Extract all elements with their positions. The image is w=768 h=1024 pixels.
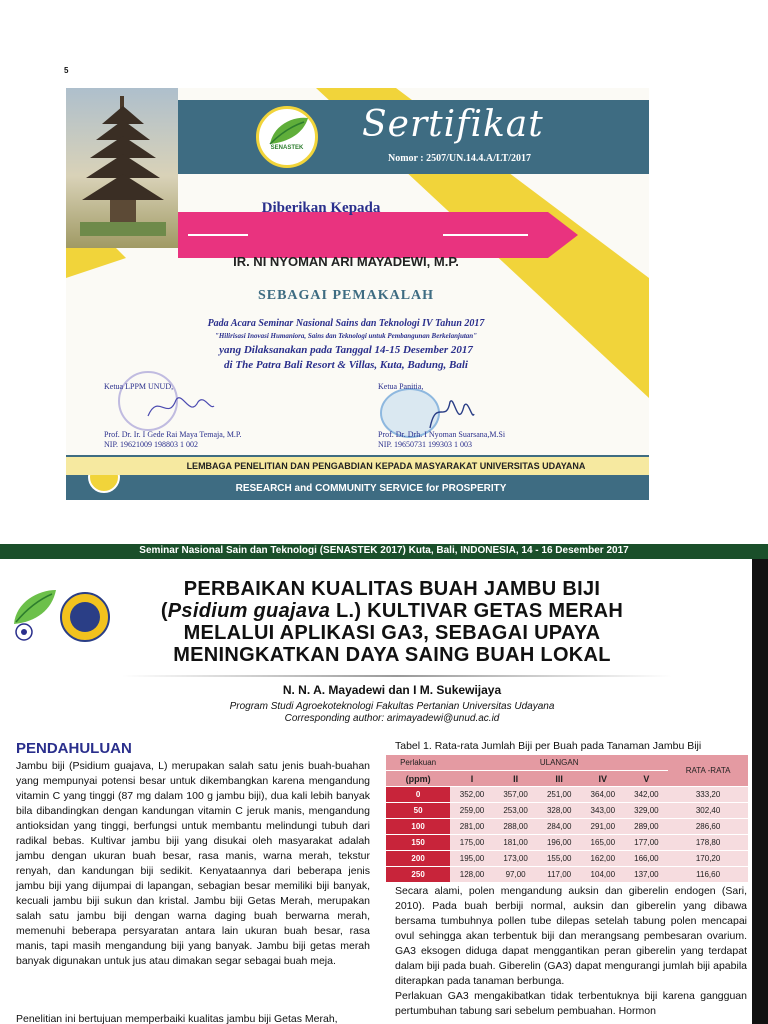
cell-perlakuan: 150 (386, 835, 450, 850)
table-header-row (386, 755, 748, 770)
intro-paragraph-2: Penelitian ini bertujuan memperbaiki kualitas jambu biji Getas Merah, (16, 1013, 338, 1024)
right-paragraph-2: Perlakuan GA3 mengakibatkan tidak terbentuknya biji karena gangguan pertumbuhan tabung sari sebelum pembuahan. Hormon (395, 990, 747, 1017)
cell: 177,00 (625, 835, 669, 850)
cell: 352,00 (450, 787, 494, 802)
cell: 343,00 (581, 803, 625, 818)
senastek-logo (256, 106, 318, 168)
pagoda-icon (80, 96, 166, 236)
title-line-2-rest: L.) KULTIVAR GETAS MERAH (330, 600, 624, 622)
title-paren: ( (160, 600, 168, 622)
event-line-4: di The Patra Bali Resort & Villas, Kuta, Badung, Bali (224, 359, 468, 371)
cell: 166,00 (625, 851, 669, 866)
signer-right-name: Prof. Dr. Drh. I Nyoman Suarsana,M.Si (378, 430, 506, 439)
table-row (386, 787, 748, 802)
page-edge (752, 559, 768, 1024)
event-line-1: Pada Acara Seminar Nasional Sains dan Teknologi IV Tahun 2017 (207, 318, 485, 329)
cell: 195,00 (450, 851, 494, 866)
header-rata: RATA -RATA (668, 755, 748, 786)
cell: 117,00 (537, 867, 581, 882)
certificate-footer-line-2: RESEARCH and COMMUNITY SERVICE for PROSPERITY (235, 483, 507, 494)
cell: 162,00 (581, 851, 625, 866)
intro-paragraph: Jambu biji (Psidium guajava, L) merupakan salah satu jenis buah-buahan yang mempunyai potensi besar untuk dikembangkan karena mengandung vitamin C yang tinggi (87 mg dalam 100 g jambu biji), dua kali lebih banyak bila dibandingkan dengan kandungan vitamin C jeruk manis, mengandung antioksidan yang tinggi, berfungsi untuk membantu melindungi tubuh dari radikal bebas. Kultivar jambu biji yang disukai oleh masyarakat adalah jambu dengan ukuran buah besar, rasa manis, warna merah, tekstur renyah, dan kandungan biji sedikit. Kenyataannya dari beberapa jenis jambu biji yang dijumpai di lapangan, sebagian besar memiliki biji banyak, kecuali jambu biji sukun dan kristal. Jambu biji Getas Merah, merupakan salah satu jambu biji dengan warna daging buah berwarna merah, memenuhi beberapa persyaratan antara lain ukuran buah besar, rasa manis, tapi masih mengandung biji yang banyak. Jambu biji getas merah banyak digunakan untuk jus atau dimakan segar sebagai buah meja. (16, 760, 370, 967)
cell: 137,00 (625, 867, 669, 882)
given-to-label: Diberikan Kepada (261, 200, 381, 216)
title-line-1: PERBAIKAN KUALITAS BUAH JAMBU BIJI (183, 578, 601, 600)
section-title: PENDAHULUAN (16, 740, 132, 757)
cell: 357,00 (494, 787, 538, 802)
title-line-3: MELALUI APLIKASI GA3, SEBAGAI UPAYA (183, 622, 601, 644)
cell: 97,00 (494, 867, 538, 882)
cell-rata: 170,20 (668, 851, 748, 866)
header-ppm: (ppm) (386, 771, 450, 786)
header-rep: I (450, 771, 494, 786)
cell: 284,00 (537, 819, 581, 834)
senastek-leaf-icon (8, 588, 58, 644)
certificate-number: Nomor : 2507/UN.14.4.A/LT/2017 (388, 153, 532, 164)
signer-left-name: Prof. Dr. Ir. I Gede Rai Maya Temaja, M.P. (104, 430, 242, 439)
signer-right-nip: NIP. 19650731 199303 1 003 (378, 440, 473, 449)
cell-perlakuan: 0 (386, 787, 450, 802)
cell: 173,00 (494, 851, 538, 866)
affiliation: Program Studi Agroekoteknologi Fakultas Pertanian Universitas Udayana (229, 701, 555, 712)
corresponding-author: Corresponding author: arimayadewi@unud.ac.id (284, 713, 500, 724)
cell-perlakuan: 50 (386, 803, 450, 818)
cell: 281,00 (450, 819, 494, 834)
table-row (386, 835, 748, 850)
seed-count-table (386, 754, 748, 883)
cell: 196,00 (537, 835, 581, 850)
pagoda-photo (66, 88, 178, 248)
signature-left (146, 388, 216, 424)
table-row (386, 803, 748, 818)
paper-page (0, 544, 768, 1024)
signer-left-nip: NIP. 19621009 198803 1 002 (104, 440, 199, 449)
right-column (395, 884, 747, 1019)
cell-rata: 286,60 (668, 819, 748, 834)
cell: 364,00 (581, 787, 625, 802)
cell: 175,00 (450, 835, 494, 850)
cell-perlakuan: 250 (386, 867, 450, 882)
signature-right (426, 394, 476, 434)
signer-left-title: Ketua LPPM UNUD, (104, 382, 174, 391)
cell-rata: 116,60 (668, 867, 748, 882)
species-name: Psidium guajava (167, 600, 331, 622)
cell: 259,00 (450, 803, 494, 818)
table-caption: Tabel 1. Rata-rata Jumlah Biji per Buah pada Tanaman Jambu Biji (395, 740, 702, 752)
header-rep: III (537, 771, 581, 786)
seminar-header: Seminar Nasional Sain dan Teknologi (SENASTEK 2017) Kuta, Bali, INDONESIA, 14 - 16 Desember 2017 (139, 545, 629, 556)
header-ulangan: ULANGAN (450, 755, 668, 770)
pink-banner (178, 212, 578, 258)
cell-perlakuan: 200 (386, 851, 450, 866)
cell: 342,00 (625, 787, 669, 802)
cell: 288,00 (494, 819, 538, 834)
event-line-3: yang Dilaksanakan pada Tanggal 14-15 Desember 2017 (219, 344, 473, 356)
cell-perlakuan: 100 (386, 819, 450, 834)
certificate-title: Sertifikat (362, 104, 544, 145)
table-row (386, 819, 748, 834)
signer-right-title: Ketua Panitia, (378, 382, 424, 391)
page-mark: 5 (64, 66, 69, 75)
recipient-name: IR. NI NYOMAN ARI MAYADEWI, M.P. (233, 254, 459, 269)
cell: 181,00 (494, 835, 538, 850)
title-divider (122, 675, 672, 677)
udayana-logo-center (70, 602, 100, 632)
cell: 291,00 (581, 819, 625, 834)
cell-rata: 333,20 (668, 787, 748, 802)
cell: 155,00 (537, 851, 581, 866)
cell: 253,00 (494, 803, 538, 818)
event-line-2: "Hilirisasi Inovasi Humaniora, Sains dan Teknologi untuk Pembangunan Berkelanjutan" (214, 332, 478, 340)
logo-text: SENASTEK (270, 145, 304, 151)
header-perlakuan: Perlakuan (386, 755, 450, 770)
cell-rata: 178,80 (668, 835, 748, 850)
cell: 128,00 (450, 867, 494, 882)
cell: 289,00 (625, 819, 669, 834)
certificate-footer-line-1: LEMBAGA PENELITIAN DAN PENGABDIAN KEPADA MASYARAKAT UNIVERSITAS UDAYANA (186, 461, 586, 471)
table-row (386, 867, 748, 882)
cell: 165,00 (581, 835, 625, 850)
cell: 328,00 (537, 803, 581, 818)
header-rep: IV (581, 771, 625, 786)
affiliation-block (112, 701, 672, 725)
signer-right (378, 430, 505, 450)
header-rep: II (494, 771, 538, 786)
table-row (386, 851, 748, 866)
paper-title (112, 578, 672, 666)
cell: 329,00 (625, 803, 669, 818)
certificate (66, 88, 649, 500)
leaf-icon (264, 114, 312, 148)
signer-left (104, 430, 242, 450)
header-rep: V (625, 771, 669, 786)
cell: 251,00 (537, 787, 581, 802)
title-line-4: MENINGKATKAN DAYA SAING BUAH LOKAL (173, 644, 611, 666)
right-paragraph: Secara alami, polen mengandung auksin dan giberelin endogen (Sari, 2010). Pada buah berbiji normal, auksin dan giberelin yang dibawa bersama tumbuhnya pollen tube dilepas setelah tabung polen mencapai ovul sehingga akan terbentuk biji dan merangsang pembesaran ovarium. GA3 eksogen diduga dapat menggantikan peran giberelin yang terdapat dalam biji pada buah. Giberelin (GA3) dapat mengurangi jumlah biji apabila diterapkan pada tanaman berbunga. (395, 885, 747, 987)
udayana-logo (60, 592, 110, 642)
recipient-role: SEBAGAI PEMAKALAH (257, 288, 435, 303)
cell: 104,00 (581, 867, 625, 882)
cell-rata: 302,40 (668, 803, 748, 818)
authors: N. N. A. Mayadewi dan I M. Sukewijaya (282, 683, 502, 697)
title-line-2 (112, 600, 672, 622)
